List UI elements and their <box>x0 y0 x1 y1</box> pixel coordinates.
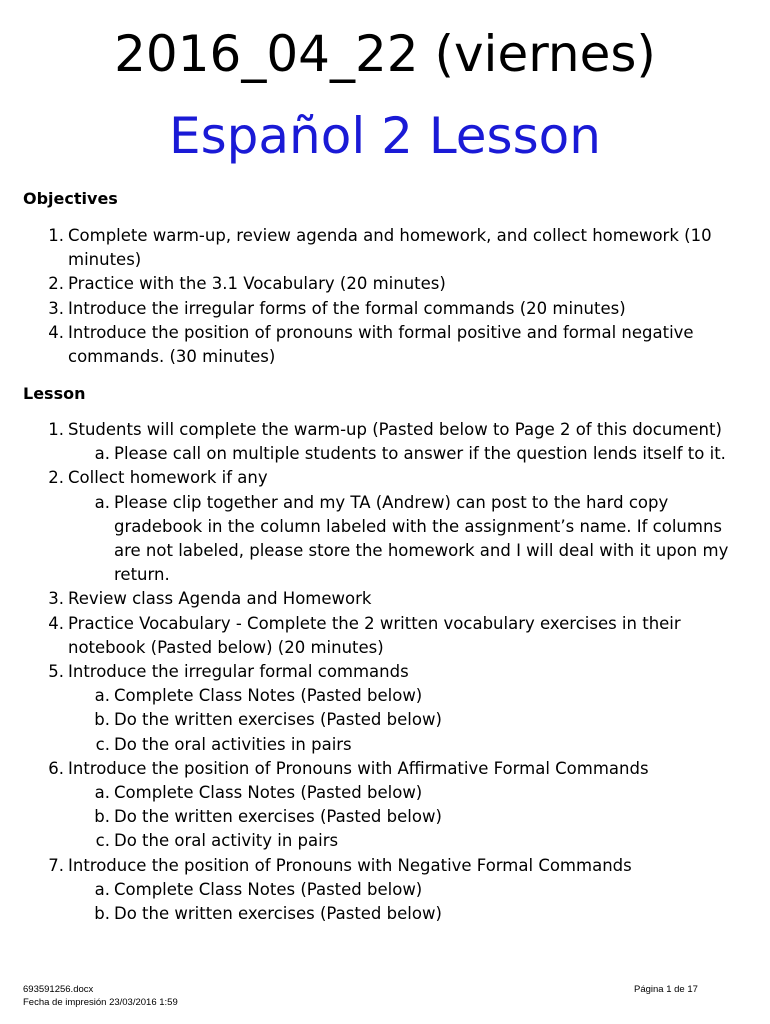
footer-print-date: Fecha de impresión 23/03/2016 1:59 <box>23 997 178 1008</box>
list-item-text: Do the written exercises (Pasted below) <box>114 710 442 730</box>
list-item <box>0 418 770 442</box>
list-item <box>0 224 770 272</box>
footer-filename: 693591256.docx <box>23 984 94 995</box>
list-item-text: Complete warm-up, review agenda and homework, and collect homework (10 minutes) <box>68 226 712 270</box>
list-item-text: Practice with the 3.1 Vocabulary (20 minutes) <box>68 274 446 294</box>
list-item-text: Do the oral activity in pairs <box>114 831 339 851</box>
list-item-text: Complete Class Notes (Pasted below) <box>114 879 423 899</box>
list-item <box>0 757 770 781</box>
list-item-text: Introduce the position of Pronouns with Negative Formal Commands <box>68 855 632 875</box>
list-marker: 2. <box>48 468 64 488</box>
list-item-text: Introduce the irregular formal commands <box>68 662 409 682</box>
document-title: 2016_04_22 (viernes) <box>114 25 656 83</box>
list-marker: 2. <box>48 274 64 294</box>
list-marker: a. <box>94 444 110 464</box>
objectives-list <box>0 224 770 369</box>
list-marker: 3. <box>48 298 64 318</box>
list-item-text: Do the written exercises (Pasted below) <box>114 807 442 827</box>
list-marker: c. <box>95 831 110 851</box>
list-marker: b. <box>94 807 110 827</box>
list-item-text: Please call on multiple students to answer if the question lends itself to it. <box>114 444 726 464</box>
list-item-text: Introduce the position of Pronouns with Affirmative Formal Commands <box>68 758 649 778</box>
sub-list-item <box>0 442 770 466</box>
sub-list-item <box>0 733 770 757</box>
footer-page-number: Página 1 de 17 <box>634 984 698 995</box>
list-item-text: Students will complete the warm-up (Pasted below to Page 2 of this document) <box>68 420 722 439</box>
list-item <box>0 466 770 490</box>
list-marker: b. <box>94 904 110 924</box>
list-item <box>0 587 770 611</box>
lesson-list <box>0 418 770 926</box>
list-marker: a. <box>94 686 110 706</box>
list-marker: a. <box>94 783 110 803</box>
list-marker: a. <box>94 492 110 512</box>
list-item <box>0 297 770 321</box>
list-item-text: Practice Vocabulary - Complete the 2 written vocabulary exercises in their notebook (Pasted below) (20 minutes) <box>68 613 681 657</box>
sub-list-item <box>0 805 770 829</box>
footer-left <box>23 983 178 1009</box>
list-marker: 4. <box>48 613 64 633</box>
objectives-heading: Objectives <box>23 189 118 208</box>
list-marker: 4. <box>48 322 64 342</box>
list-item <box>0 854 770 878</box>
list-marker: c. <box>95 734 110 754</box>
list-item-text: Review class Agenda and Homework <box>68 589 372 609</box>
list-item-text: Introduce the position of pronouns with formal positive and formal negative commands. (30 minutes) <box>68 322 694 367</box>
lesson-heading: Lesson <box>23 384 86 403</box>
list-item <box>0 612 770 660</box>
sub-list-item <box>0 878 770 902</box>
list-marker: b. <box>94 710 110 730</box>
document-subtitle: Español 2 Lesson <box>169 107 601 165</box>
list-marker: 5. <box>48 662 64 682</box>
list-item <box>0 660 770 684</box>
list-item-text: Complete Class Notes (Pasted below) <box>114 783 423 803</box>
list-item-text: Do the written exercises (Pasted below) <box>114 904 442 924</box>
sub-list-item <box>0 684 770 708</box>
list-item <box>0 321 770 369</box>
list-item-text: Introduce the irregular forms of the formal commands (20 minutes) <box>68 298 626 318</box>
list-marker: 7. <box>48 855 64 875</box>
sub-list-item <box>0 491 770 588</box>
sub-list-item <box>0 781 770 805</box>
list-marker: 3. <box>48 589 64 609</box>
list-item-text: Please clip together and my TA (Andrew) can post to the hard copy gradebook in the column labeled with the assignment’s name. If columns are not labeled, please store the homework and I will deal with it upon my return. <box>114 492 729 585</box>
sub-list-item <box>0 902 770 926</box>
list-item <box>0 272 770 296</box>
list-item-text: Complete Class Notes (Pasted below) <box>114 686 423 706</box>
list-marker: 1. <box>48 420 64 439</box>
list-marker: 6. <box>48 758 64 778</box>
list-item-text: Collect homework if any <box>68 468 268 488</box>
list-marker: 1. <box>48 226 64 245</box>
sub-list-item <box>0 708 770 732</box>
sub-list-item <box>0 829 770 853</box>
list-item-text: Do the oral activities in pairs <box>114 734 352 754</box>
list-marker: a. <box>94 879 110 899</box>
